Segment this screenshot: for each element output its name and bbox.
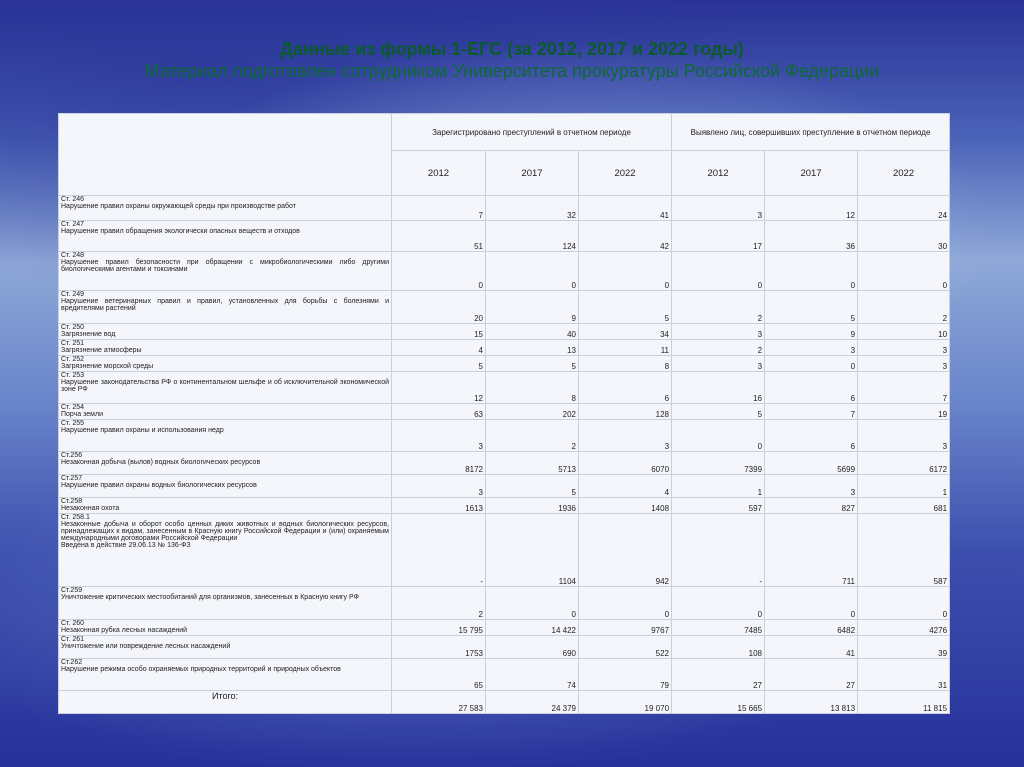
value-cell: 1936 xyxy=(486,498,579,514)
table-row xyxy=(59,252,950,291)
value-cell: 1753 xyxy=(392,636,486,659)
value-cell: 24 xyxy=(858,196,950,221)
row-label-cell xyxy=(59,252,392,291)
article-number: Ст.258 xyxy=(61,498,83,505)
value-cell: 40 xyxy=(486,324,579,340)
value-cell: 15 xyxy=(392,324,486,340)
article-description: Нарушение правил охраны окружающей среды при производстве работ xyxy=(61,203,296,210)
value-cell: 0 xyxy=(579,252,672,291)
value-cell: 0 xyxy=(672,252,765,291)
value-cell: 65 xyxy=(392,659,486,691)
value-cell: 0 xyxy=(765,356,858,372)
value-cell: 9 xyxy=(765,324,858,340)
article-description: Незаконная добыча (вылов) водных биологических ресурсов xyxy=(61,459,261,466)
slide-title: Данные из формы 1-ЕГС (за 2012, 2017 и 2022 годы) xyxy=(280,39,744,59)
header-year-1: 2017 xyxy=(486,151,579,196)
value-cell: 3 xyxy=(672,196,765,221)
article-number: Ст. 250 xyxy=(61,324,85,331)
header-registered: Зарегистрировано преступлений в отчетном периоде xyxy=(392,114,672,151)
value-cell: 3 xyxy=(579,420,672,452)
total-label: Итого: xyxy=(59,691,392,714)
article-number: Ст.256 xyxy=(61,452,83,459)
article-number: Ст. 247 xyxy=(61,221,85,228)
value-cell: 12 xyxy=(765,196,858,221)
value-cell: 31 xyxy=(858,659,950,691)
value-cell: 3 xyxy=(672,356,765,372)
article-note: Введена в действие 29.06.13 № 136-ФЗ xyxy=(61,542,191,549)
article-description: Загрязнение вод xyxy=(61,331,116,338)
value-cell: 7399 xyxy=(672,452,765,475)
row-label-cell xyxy=(59,291,392,324)
row-label-cell xyxy=(59,452,392,475)
value-cell: 13 xyxy=(486,340,579,356)
slide-subtitle: Материал подготовлен сотрудником Университета прокуратуры Российской Федерации xyxy=(144,61,880,81)
value-cell: 3 xyxy=(858,340,950,356)
value-cell: 597 xyxy=(672,498,765,514)
value-cell: 8 xyxy=(486,372,579,404)
article-description: Загрязнение морской среды xyxy=(61,363,154,370)
article-description: Уничтожение критических местообитаний для организмов, занесенных в Красную книгу РФ xyxy=(61,594,359,601)
value-cell: 5 xyxy=(486,475,579,498)
value-cell: 12 xyxy=(392,372,486,404)
value-cell: 0 xyxy=(672,587,765,620)
value-cell: 3 xyxy=(392,420,486,452)
value-cell: 2 xyxy=(392,587,486,620)
header-year-4: 2017 xyxy=(765,151,858,196)
total-value-cell: 24 379 xyxy=(486,691,579,714)
article-number: Ст. 254 xyxy=(61,404,85,411)
header-year-2: 2022 xyxy=(579,151,672,196)
value-cell: 587 xyxy=(858,514,950,587)
value-cell: 2 xyxy=(486,420,579,452)
table-row xyxy=(59,196,950,221)
value-cell: 10 xyxy=(858,324,950,340)
value-cell: 9 xyxy=(486,291,579,324)
value-cell: - xyxy=(672,514,765,587)
article-description: Нарушение правил охраны и использования недр xyxy=(61,427,224,434)
row-label-cell xyxy=(59,196,392,221)
total-value-cell: 19 070 xyxy=(579,691,672,714)
value-cell: 74 xyxy=(486,659,579,691)
value-cell: 16 xyxy=(672,372,765,404)
value-cell: 522 xyxy=(579,636,672,659)
total-value-cell: 13 813 xyxy=(765,691,858,714)
row-label-cell xyxy=(59,659,392,691)
article-number: Ст. 260 xyxy=(61,620,85,627)
row-label-cell xyxy=(59,356,392,372)
article-number: Ст. 258.1 xyxy=(61,514,90,521)
value-cell: 36 xyxy=(765,221,858,252)
article-number: Ст. 246 xyxy=(61,196,85,203)
header-year-5: 2022 xyxy=(858,151,950,196)
row-label-cell xyxy=(59,324,392,340)
row-label-cell xyxy=(59,404,392,420)
value-cell: 0 xyxy=(672,420,765,452)
value-cell: 108 xyxy=(672,636,765,659)
table-row xyxy=(59,659,950,691)
value-cell: 32 xyxy=(486,196,579,221)
value-cell: 1104 xyxy=(486,514,579,587)
table-row xyxy=(59,356,950,372)
value-cell: 827 xyxy=(765,498,858,514)
value-cell: 8172 xyxy=(392,452,486,475)
value-cell: 79 xyxy=(579,659,672,691)
value-cell: 2 xyxy=(858,291,950,324)
article-number: Ст. 248 xyxy=(61,252,85,259)
article-description: Порча земли xyxy=(61,411,103,418)
row-label-cell xyxy=(59,340,392,356)
value-cell: 1408 xyxy=(579,498,672,514)
value-cell: 6 xyxy=(579,372,672,404)
value-cell: 128 xyxy=(579,404,672,420)
value-cell: 1 xyxy=(672,475,765,498)
table-row xyxy=(59,620,950,636)
article-number: Ст. 249 xyxy=(61,291,85,298)
value-cell: 3 xyxy=(392,475,486,498)
value-cell: 5 xyxy=(392,356,486,372)
value-cell: 4 xyxy=(392,340,486,356)
table-row xyxy=(59,498,950,514)
value-cell: 0 xyxy=(858,587,950,620)
value-cell: 42 xyxy=(579,221,672,252)
value-cell: 0 xyxy=(765,252,858,291)
value-cell: 5 xyxy=(486,356,579,372)
value-cell: 711 xyxy=(765,514,858,587)
value-cell: 0 xyxy=(858,252,950,291)
row-label-cell xyxy=(59,475,392,498)
header-year-3: 2012 xyxy=(672,151,765,196)
value-cell: 19 xyxy=(858,404,950,420)
value-cell: 5 xyxy=(672,404,765,420)
value-cell: 9767 xyxy=(579,620,672,636)
value-cell: 3 xyxy=(672,324,765,340)
table-row xyxy=(59,452,950,475)
value-cell: 5713 xyxy=(486,452,579,475)
slide-heading xyxy=(0,38,1024,82)
article-description: Незаконная охота xyxy=(61,505,120,512)
value-cell: 2 xyxy=(672,340,765,356)
value-cell: 7 xyxy=(858,372,950,404)
table-row xyxy=(59,372,950,404)
value-cell: 690 xyxy=(486,636,579,659)
value-cell: 39 xyxy=(858,636,950,659)
article-description: Нарушение ветеринарных правил и правил, установленных для борьбы с болезнями и вредителями растений xyxy=(61,298,389,312)
value-cell: 942 xyxy=(579,514,672,587)
article-description: Загрязнение атмосферы xyxy=(61,347,142,354)
value-cell: 3 xyxy=(765,475,858,498)
value-cell: 3 xyxy=(858,356,950,372)
row-label-cell xyxy=(59,221,392,252)
row-label-cell xyxy=(59,498,392,514)
value-cell: 41 xyxy=(579,196,672,221)
article-description: Нарушение режима особо охраняемых природных территорий и природных объектов xyxy=(61,666,341,673)
total-value-cell: 27 583 xyxy=(392,691,486,714)
row-label-cell xyxy=(59,372,392,404)
row-label-cell xyxy=(59,420,392,452)
article-description: Нарушение правил обращения экологически опасных веществ и отходов xyxy=(61,228,300,235)
value-cell: - xyxy=(392,514,486,587)
total-value-cell: 15 665 xyxy=(672,691,765,714)
value-cell: 63 xyxy=(392,404,486,420)
table-row xyxy=(59,340,950,356)
value-cell: 5699 xyxy=(765,452,858,475)
article-number: Ст.262 xyxy=(61,659,83,666)
table-row xyxy=(59,221,950,252)
value-cell: 3 xyxy=(765,340,858,356)
article-number: Ст. 251 xyxy=(61,340,85,347)
table-body xyxy=(59,196,950,714)
value-cell: 2 xyxy=(672,291,765,324)
row-label-cell xyxy=(59,587,392,620)
value-cell: 5 xyxy=(579,291,672,324)
header-identified: Выявлено лиц, совершивших преступление в отчетном периоде xyxy=(672,114,950,151)
value-cell: 27 xyxy=(672,659,765,691)
value-cell: 11 xyxy=(579,340,672,356)
value-cell: 1613 xyxy=(392,498,486,514)
value-cell: 0 xyxy=(579,587,672,620)
value-cell: 6482 xyxy=(765,620,858,636)
row-label-cell xyxy=(59,636,392,659)
value-cell: 17 xyxy=(672,221,765,252)
value-cell: 7 xyxy=(392,196,486,221)
value-cell: 0 xyxy=(765,587,858,620)
article-number: Ст. 261 xyxy=(61,636,85,643)
article-description: Нарушение правил безопасности при обращении с микробиологическими либо другими биологическими агентами и токсинами xyxy=(61,259,389,273)
table-row xyxy=(59,404,950,420)
value-cell: 30 xyxy=(858,221,950,252)
value-cell: 14 422 xyxy=(486,620,579,636)
value-cell: 7 xyxy=(765,404,858,420)
value-cell: 124 xyxy=(486,221,579,252)
article-description: Незаконные добыча и оборот особо ценных диких животных и водных биологических ресурсов, принадлежащих к видам, занесенным в Красную книгу Российской Федерации и (или) охраняемым международными договорами Российской Федерации xyxy=(61,521,389,542)
row-label-cell xyxy=(59,514,392,587)
header-year-0: 2012 xyxy=(392,151,486,196)
article-number: Ст. 252 xyxy=(61,356,85,363)
table-row xyxy=(59,291,950,324)
value-cell: 6070 xyxy=(579,452,672,475)
total-value-cell: 11 815 xyxy=(858,691,950,714)
article-number: Ст.257 xyxy=(61,475,83,482)
value-cell: 15 795 xyxy=(392,620,486,636)
article-description: Незаконная рубка лесных насаждений xyxy=(61,627,188,634)
value-cell: 681 xyxy=(858,498,950,514)
value-cell: 27 xyxy=(765,659,858,691)
value-cell: 0 xyxy=(486,252,579,291)
table-row xyxy=(59,475,950,498)
table-row xyxy=(59,420,950,452)
value-cell: 0 xyxy=(392,252,486,291)
article-description: Нарушение законодательства РФ о континентальном шельфе и об исключительной экономической зоне РФ xyxy=(61,379,389,393)
value-cell: 6 xyxy=(765,420,858,452)
total-row xyxy=(59,691,950,714)
crime-statistics-table xyxy=(58,113,950,714)
table-row xyxy=(59,587,950,620)
value-cell: 4 xyxy=(579,475,672,498)
value-cell: 1 xyxy=(858,475,950,498)
article-number: Ст. 255 xyxy=(61,420,85,427)
value-cell: 20 xyxy=(392,291,486,324)
value-cell: 4276 xyxy=(858,620,950,636)
value-cell: 5 xyxy=(765,291,858,324)
value-cell: 3 xyxy=(858,420,950,452)
row-label-cell xyxy=(59,620,392,636)
value-cell: 6172 xyxy=(858,452,950,475)
value-cell: 51 xyxy=(392,221,486,252)
header-blank-cell xyxy=(59,114,392,196)
article-description: Уничтожение или повреждение лесных насаждений xyxy=(61,643,231,650)
value-cell: 34 xyxy=(579,324,672,340)
value-cell: 8 xyxy=(579,356,672,372)
value-cell: 6 xyxy=(765,372,858,404)
article-number: Ст. 253 xyxy=(61,372,85,379)
article-description: Нарушение правил охраны водных биологических ресурсов xyxy=(61,482,257,489)
table-row xyxy=(59,636,950,659)
table-row xyxy=(59,324,950,340)
value-cell: 41 xyxy=(765,636,858,659)
table-row xyxy=(59,514,950,587)
value-cell: 7485 xyxy=(672,620,765,636)
article-number: Ст.259 xyxy=(61,587,83,594)
value-cell: 0 xyxy=(486,587,579,620)
value-cell: 202 xyxy=(486,404,579,420)
